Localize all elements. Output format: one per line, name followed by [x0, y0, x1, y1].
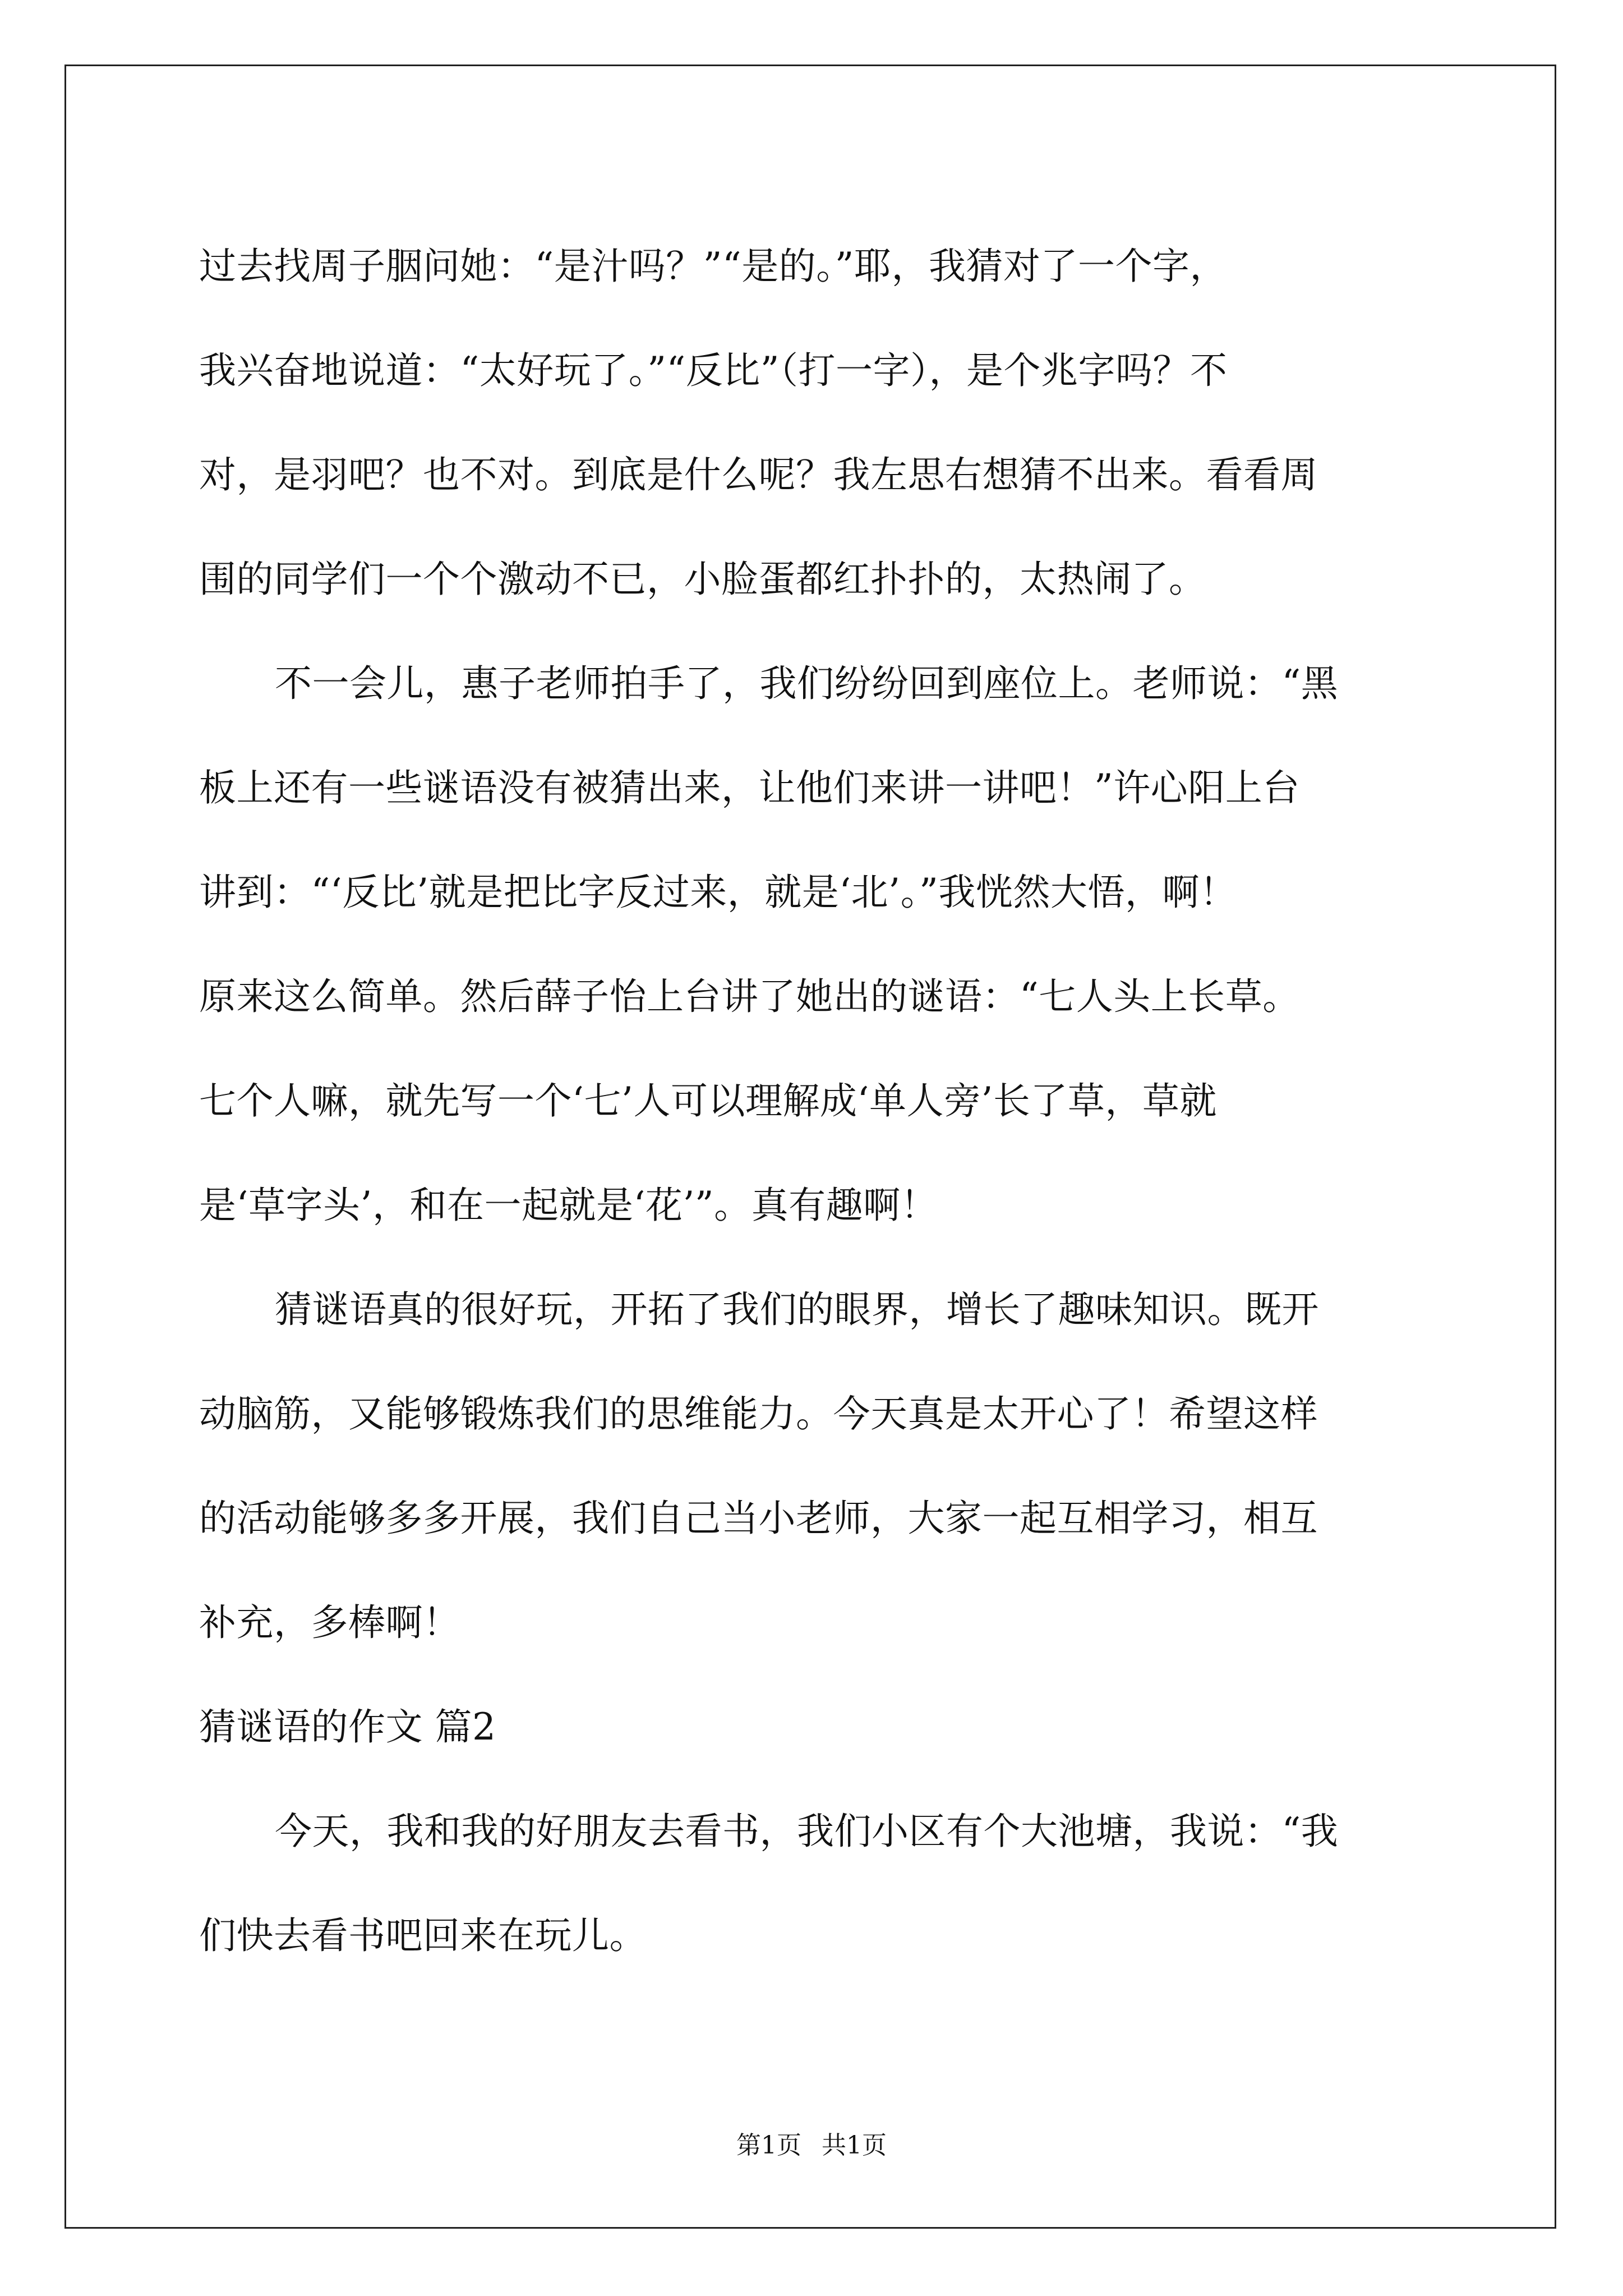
- paragraph-line: 讲到：“‘反比’就是把比字反过来，就是‘北’。”我恍然大悟，啊！: [199, 871, 1237, 914]
- paragraph-line: 今天，我和我的好朋友去看书，我们小区有个大池塘，我说：“我: [275, 1810, 1339, 1853]
- paragraph-line: 原来这么简单。然后薛子怡上台讲了她出的谜语：“七人头上长草。: [199, 975, 1300, 1018]
- paragraph-line: 对，是羽吧？也不对。到底是什么呢？我左思右想猜不出来。看看周: [199, 453, 1318, 496]
- paragraph-line: 猜谜语真的很好玩，开拓了我们的眼界，增长了趣味知识。既开: [275, 1288, 1319, 1331]
- paragraph-line: 们快去看书吧回来在玩儿。: [199, 1914, 647, 1957]
- paragraph-line: 动脑筋，又能够锻炼我们的思维能力。今天真是太开心了！希望这样: [199, 1392, 1318, 1435]
- paragraph-line: 七个人嘛，就先写一个‘七’人可以理解成‘单人旁’长了草，草就: [199, 1079, 1217, 1122]
- paragraph-line: 我兴奋地说道：“太好玩了。”“反比”（打一字），是个兆字吗？不: [199, 349, 1228, 392]
- paragraph-line: 不一会儿，惠子老师拍手了，我们纷纷回到座位上。老师说：“黑: [275, 662, 1339, 705]
- paragraph-line: 围的同学们一个个激动不已，小脸蛋都红扑扑的，太热闹了。: [199, 558, 1206, 601]
- page-total: 共1页: [822, 2131, 887, 2160]
- page-footer: [0, 2129, 1623, 2162]
- page-number: 第1页: [736, 2131, 801, 2160]
- paragraph-line: 板上还有一些谜语没有被猜出来，让他们来讲一讲吧！”许心阳上台: [199, 766, 1300, 809]
- paragraph-line: 过去找周子胭问她：“是汁吗？”“是的。”耶，我猜对了一个字，: [199, 245, 1227, 288]
- section-heading: 猜谜语的作文 篇2: [199, 1705, 496, 1749]
- document-body: [199, 214, 1427, 1988]
- paragraph-line: 补充，多棒啊！: [199, 1601, 460, 1644]
- paragraph-line: 是‘草字头’，和在一起就是‘花’”。真有趣啊！: [199, 1184, 938, 1227]
- paragraph-line: 的活动能够多多开展，我们自己当小老师，大家一起互相学习，相互: [199, 1497, 1318, 1540]
